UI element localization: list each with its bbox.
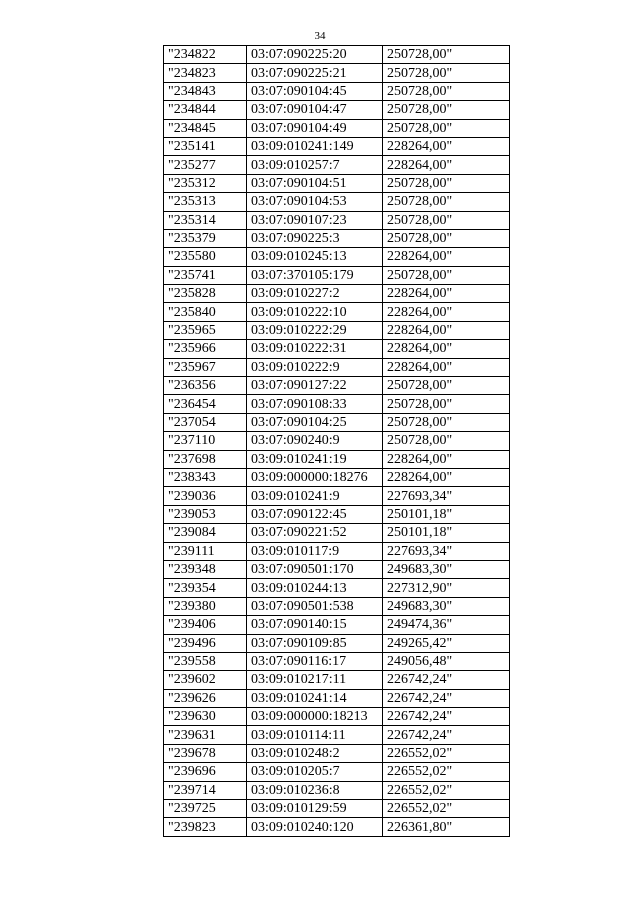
cadastral-number-cell: 03:09:010240:120 <box>247 818 383 836</box>
cadastral-value-cell: 250728,00" <box>383 229 510 247</box>
table-row <box>164 248 510 266</box>
cadastral-number-cell: 03:09:010129:59 <box>247 800 383 818</box>
table-row <box>164 137 510 155</box>
record-id-cell: "239602 <box>164 671 247 689</box>
cadastral-value-cell: 250728,00" <box>383 119 510 137</box>
cadastral-value-cell: 250728,00" <box>383 82 510 100</box>
cadastral-number-cell: 03:07:090104:49 <box>247 119 383 137</box>
table-row <box>164 193 510 211</box>
cadastral-value-cell: 227312,90" <box>383 579 510 597</box>
table-row <box>164 340 510 358</box>
cadastral-value-cell: 250728,00" <box>383 377 510 395</box>
table-row <box>164 413 510 431</box>
record-id-cell: "235828 <box>164 285 247 303</box>
cadastral-value-cell: 226742,24" <box>383 726 510 744</box>
cadastral-number-cell: 03:09:010222:31 <box>247 340 383 358</box>
cadastral-number-cell: 03:07:090501:170 <box>247 560 383 578</box>
table-row <box>164 634 510 652</box>
record-id-cell: "235580 <box>164 248 247 266</box>
record-id-cell: "239630 <box>164 708 247 726</box>
record-id-cell: "239558 <box>164 652 247 670</box>
table-row <box>164 689 510 707</box>
record-id-cell: "239406 <box>164 616 247 634</box>
record-id-cell: "236356 <box>164 377 247 395</box>
cadastral-value-cell: 250728,00" <box>383 211 510 229</box>
cadastral-value-cell: 226552,02" <box>383 744 510 762</box>
cadastral-number-cell: 03:09:010245:13 <box>247 248 383 266</box>
cadastral-number-cell: 03:09:010222:10 <box>247 303 383 321</box>
record-id-cell: "235741 <box>164 266 247 284</box>
cadastral-value-cell: 226552,02" <box>383 800 510 818</box>
table-row <box>164 101 510 119</box>
table-row <box>164 358 510 376</box>
registry-table-body <box>164 46 510 837</box>
cadastral-number-cell: 03:07:090225:3 <box>247 229 383 247</box>
record-id-cell: "239111 <box>164 542 247 560</box>
cadastral-number-cell: 03:09:000000:18276 <box>247 468 383 486</box>
cadastral-number-cell: 03:09:010222:9 <box>247 358 383 376</box>
record-id-cell: "236454 <box>164 395 247 413</box>
registry-table <box>163 45 510 837</box>
cadastral-value-cell: 249474,36" <box>383 616 510 634</box>
record-id-cell: "234845 <box>164 119 247 137</box>
record-id-cell: "239348 <box>164 560 247 578</box>
record-id-cell: "235840 <box>164 303 247 321</box>
cadastral-number-cell: 03:09:010222:29 <box>247 321 383 339</box>
cadastral-number-cell: 03:07:370105:179 <box>247 266 383 284</box>
cadastral-value-cell: 228264,00" <box>383 450 510 468</box>
table-row <box>164 616 510 634</box>
record-id-cell: "237698 <box>164 450 247 468</box>
cadastral-value-cell: 250728,00" <box>383 193 510 211</box>
cadastral-value-cell: 228264,00" <box>383 156 510 174</box>
cadastral-value-cell: 250101,18" <box>383 505 510 523</box>
cadastral-number-cell: 03:09:010227:2 <box>247 285 383 303</box>
cadastral-number-cell: 03:07:090104:53 <box>247 193 383 211</box>
cadastral-number-cell: 03:07:090122:45 <box>247 505 383 523</box>
cadastral-number-cell: 03:09:000000:18213 <box>247 708 383 726</box>
cadastral-value-cell: 226552,02" <box>383 781 510 799</box>
record-id-cell: "235313 <box>164 193 247 211</box>
record-id-cell: "239053 <box>164 505 247 523</box>
record-id-cell: "239496 <box>164 634 247 652</box>
record-id-cell: "239380 <box>164 597 247 615</box>
cadastral-value-cell: 228264,00" <box>383 321 510 339</box>
cadastral-number-cell: 03:07:090116:17 <box>247 652 383 670</box>
cadastral-value-cell: 226361,80" <box>383 818 510 836</box>
table-row <box>164 487 510 505</box>
record-id-cell: "235277 <box>164 156 247 174</box>
cadastral-value-cell: 249056,48" <box>383 652 510 670</box>
table-row <box>164 505 510 523</box>
cadastral-number-cell: 03:09:010244:13 <box>247 579 383 597</box>
page-number: 34 <box>314 30 326 42</box>
table-row <box>164 542 510 560</box>
cadastral-value-cell: 228264,00" <box>383 137 510 155</box>
record-id-cell: "239678 <box>164 744 247 762</box>
cadastral-value-cell: 226742,24" <box>383 689 510 707</box>
table-row <box>164 708 510 726</box>
table-row <box>164 450 510 468</box>
record-id-cell: "239036 <box>164 487 247 505</box>
cadastral-number-cell: 03:07:090225:21 <box>247 64 383 82</box>
cadastral-number-cell: 03:07:090501:538 <box>247 597 383 615</box>
cadastral-value-cell: 227693,34" <box>383 542 510 560</box>
cadastral-value-cell: 250728,00" <box>383 174 510 192</box>
table-row <box>164 211 510 229</box>
record-id-cell: "237054 <box>164 413 247 431</box>
cadastral-number-cell: 03:09:010114:11 <box>247 726 383 744</box>
record-id-cell: "239714 <box>164 781 247 799</box>
table-row <box>164 524 510 542</box>
cadastral-number-cell: 03:07:090109:85 <box>247 634 383 652</box>
record-id-cell: "239354 <box>164 579 247 597</box>
cadastral-value-cell: 250728,00" <box>383 432 510 450</box>
table-row <box>164 303 510 321</box>
cadastral-number-cell: 03:07:090108:33 <box>247 395 383 413</box>
record-id-cell: "234843 <box>164 82 247 100</box>
cadastral-number-cell: 03:09:010241:9 <box>247 487 383 505</box>
cadastral-number-cell: 03:09:010217:11 <box>247 671 383 689</box>
cadastral-number-cell: 03:09:010205:7 <box>247 763 383 781</box>
cadastral-value-cell: 227693,34" <box>383 487 510 505</box>
cadastral-value-cell: 250728,00" <box>383 395 510 413</box>
record-id-cell: "238343 <box>164 468 247 486</box>
cadastral-number-cell: 03:07:090104:47 <box>247 101 383 119</box>
cadastral-value-cell: 250101,18" <box>383 524 510 542</box>
cadastral-number-cell: 03:07:090107:23 <box>247 211 383 229</box>
table-row <box>164 726 510 744</box>
cadastral-value-cell: 226742,24" <box>383 671 510 689</box>
cadastral-number-cell: 03:07:090140:15 <box>247 616 383 634</box>
cadastral-value-cell: 249683,30" <box>383 560 510 578</box>
table-row <box>164 579 510 597</box>
table-row <box>164 652 510 670</box>
record-id-cell: "235967 <box>164 358 247 376</box>
record-id-cell: "235379 <box>164 229 247 247</box>
cadastral-value-cell: 228264,00" <box>383 468 510 486</box>
table-row <box>164 174 510 192</box>
table-row <box>164 229 510 247</box>
cadastral-number-cell: 03:09:010241:14 <box>247 689 383 707</box>
cadastral-number-cell: 03:09:010241:19 <box>247 450 383 468</box>
table-row <box>164 818 510 836</box>
cadastral-value-cell: 250728,00" <box>383 266 510 284</box>
cadastral-value-cell: 250728,00" <box>383 413 510 431</box>
cadastral-value-cell: 226742,24" <box>383 708 510 726</box>
cadastral-value-cell: 228264,00" <box>383 248 510 266</box>
cadastral-value-cell: 250728,00" <box>383 46 510 64</box>
record-id-cell: "239725 <box>164 800 247 818</box>
table-row <box>164 321 510 339</box>
table-row <box>164 82 510 100</box>
cadastral-number-cell: 03:07:090240:9 <box>247 432 383 450</box>
table-row <box>164 744 510 762</box>
table-row <box>164 266 510 284</box>
cadastral-value-cell: 250728,00" <box>383 64 510 82</box>
cadastral-number-cell: 03:07:090225:20 <box>247 46 383 64</box>
cadastral-number-cell: 03:09:010117:9 <box>247 542 383 560</box>
cadastral-number-cell: 03:07:090104:25 <box>247 413 383 431</box>
table-row <box>164 468 510 486</box>
cadastral-value-cell: 249265,42" <box>383 634 510 652</box>
record-id-cell: "235314 <box>164 211 247 229</box>
record-id-cell: "239084 <box>164 524 247 542</box>
record-id-cell: "234823 <box>164 64 247 82</box>
table-row <box>164 763 510 781</box>
cadastral-number-cell: 03:07:090104:51 <box>247 174 383 192</box>
record-id-cell: "235141 <box>164 137 247 155</box>
record-id-cell: "239696 <box>164 763 247 781</box>
table-row <box>164 597 510 615</box>
table-row <box>164 119 510 137</box>
table-row <box>164 285 510 303</box>
table-row <box>164 781 510 799</box>
cadastral-number-cell: 03:09:010248:2 <box>247 744 383 762</box>
cadastral-value-cell: 228264,00" <box>383 285 510 303</box>
cadastral-number-cell: 03:07:090221:52 <box>247 524 383 542</box>
cadastral-number-cell: 03:09:010241:149 <box>247 137 383 155</box>
record-id-cell: "237110 <box>164 432 247 450</box>
table-row <box>164 64 510 82</box>
cadastral-value-cell: 250728,00" <box>383 101 510 119</box>
table-row <box>164 46 510 64</box>
table-row <box>164 560 510 578</box>
cadastral-number-cell: 03:09:010257:7 <box>247 156 383 174</box>
cadastral-value-cell: 249683,30" <box>383 597 510 615</box>
cadastral-number-cell: 03:09:010236:8 <box>247 781 383 799</box>
cadastral-value-cell: 226552,02" <box>383 763 510 781</box>
table-row <box>164 377 510 395</box>
record-id-cell: "239626 <box>164 689 247 707</box>
cadastral-number-cell: 03:07:090104:45 <box>247 82 383 100</box>
table-row <box>164 432 510 450</box>
cadastral-value-cell: 228264,00" <box>383 303 510 321</box>
record-id-cell: "235966 <box>164 340 247 358</box>
cadastral-number-cell: 03:07:090127:22 <box>247 377 383 395</box>
record-id-cell: "235965 <box>164 321 247 339</box>
cadastral-value-cell: 228264,00" <box>383 340 510 358</box>
record-id-cell: "234822 <box>164 46 247 64</box>
table-row <box>164 800 510 818</box>
record-id-cell: "239631 <box>164 726 247 744</box>
record-id-cell: "234844 <box>164 101 247 119</box>
record-id-cell: "239823 <box>164 818 247 836</box>
table-row <box>164 156 510 174</box>
table-row <box>164 395 510 413</box>
cadastral-value-cell: 228264,00" <box>383 358 510 376</box>
table-row <box>164 671 510 689</box>
record-id-cell: "235312 <box>164 174 247 192</box>
